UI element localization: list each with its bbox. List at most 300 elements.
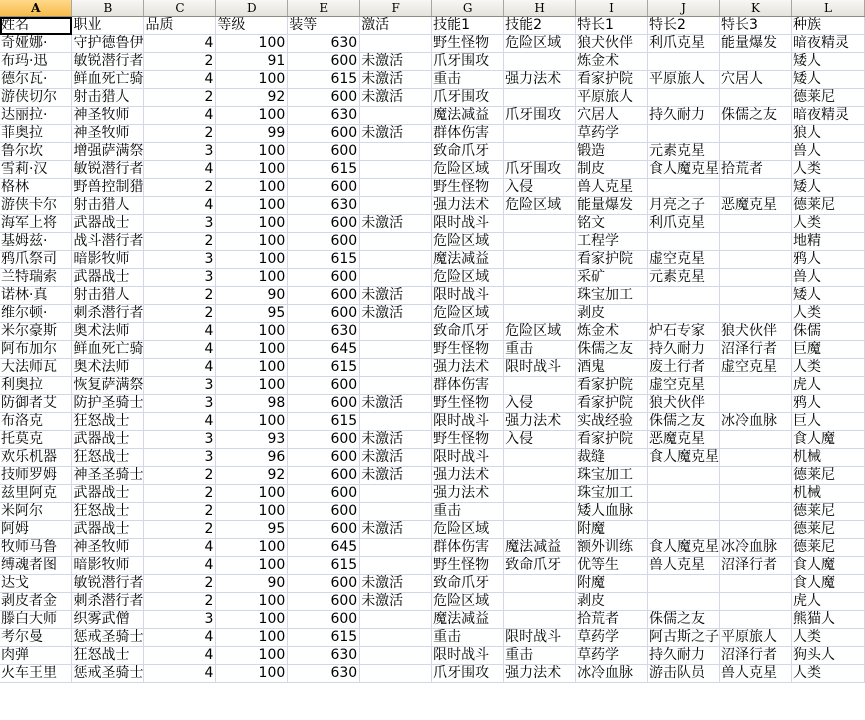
cell[interactable]: 制皮 [576,161,648,179]
cell[interactable]: 平原旅人 [648,71,720,89]
cell[interactable]: 强力法术 [504,71,576,89]
cell[interactable]: 2 [144,89,216,107]
cell[interactable]: 敏锐潜行者 [73,161,144,177]
column-header-e[interactable]: E [288,0,360,17]
cell[interactable]: 狼人 [792,125,865,143]
column-header-k[interactable]: K [720,0,792,17]
cell[interactable]: 野生怪物 [432,395,504,413]
cell[interactable]: 珠宝加工 [576,467,648,485]
cell[interactable]: 兽人 [792,269,865,287]
cell[interactable]: 野生怪物 [432,557,504,575]
column-header-j[interactable]: J [648,0,720,17]
cell[interactable] [360,377,432,395]
cell[interactable]: 100 [216,71,288,89]
cell[interactable]: 恢复萨满祭 [73,377,144,393]
cell[interactable] [360,359,432,377]
cell[interactable]: 100 [216,593,288,611]
cell[interactable]: 地精 [792,233,865,251]
cell[interactable] [720,269,792,287]
cell[interactable] [648,485,720,503]
cell[interactable]: 90 [216,287,288,305]
cell[interactable] [648,125,720,143]
cell[interactable]: 600 [288,305,360,323]
cell[interactable] [360,35,432,53]
cell[interactable]: 格林 [0,179,72,197]
cell[interactable]: 神圣牧师 [72,107,144,125]
cell[interactable]: 600 [288,377,360,395]
cell[interactable] [504,377,576,395]
cell[interactable]: 狂怒战士 [72,647,144,665]
cell[interactable]: 熊猫人 [792,611,865,629]
cell[interactable]: 牧师马鲁 [0,539,72,557]
cell[interactable]: 食人魔 [792,431,865,449]
cell[interactable]: 达戈 [0,575,72,593]
cell[interactable]: 工程学 [576,233,648,251]
cell[interactable]: 激活 [360,17,432,35]
cell[interactable]: 看家护院 [576,395,648,413]
cell[interactable]: 野兽控制猎 [73,179,144,195]
cell[interactable]: 600 [288,215,360,233]
cell[interactable] [504,143,576,161]
cell[interactable]: 致命爪牙 [504,557,576,575]
cell[interactable] [648,593,720,611]
cell[interactable]: 危险区域 [432,593,504,611]
cell[interactable]: 645 [288,341,360,359]
cell[interactable]: 兽人克星 [648,557,720,575]
cell[interactable] [360,197,432,215]
cell[interactable]: 100 [216,269,288,287]
cell[interactable]: 狂怒战士 [72,503,144,521]
cell[interactable]: 德莱尼 [792,521,865,539]
cell[interactable]: 限时战斗 [432,215,504,233]
cell[interactable]: 未激活 [360,431,432,449]
cell[interactable] [720,377,792,395]
cell[interactable]: 优等生 [576,557,648,575]
cell[interactable]: 珠宝加工 [576,287,648,305]
cell[interactable]: 95 [216,521,288,539]
cell[interactable]: 2 [144,125,216,143]
cell[interactable]: 600 [288,179,360,197]
cell[interactable] [360,323,432,341]
cell[interactable]: 入侵 [504,395,576,413]
cell[interactable]: 冰冷血脉 [720,413,792,431]
cell[interactable]: 人类 [792,629,865,647]
column-header-c[interactable]: C [144,0,216,17]
cell[interactable]: 矮人 [792,53,865,71]
cell[interactable]: 100 [216,341,288,359]
cell[interactable]: 草药学 [576,647,648,665]
cell[interactable] [360,161,432,179]
cell[interactable]: 600 [288,485,360,503]
cell[interactable] [360,539,432,557]
cell[interactable]: 爪牙围攻 [432,53,504,71]
cell[interactable]: 强力法术 [504,413,576,431]
cell[interactable]: 草药学 [576,629,648,647]
cell[interactable]: 600 [288,89,360,107]
cell[interactable]: 2 [144,485,216,503]
cell[interactable]: 神圣牧师 [72,125,144,143]
cell[interactable] [720,143,792,161]
cell[interactable]: 食人魔 [792,557,865,575]
cell[interactable]: 虚空克星 [720,359,792,377]
cell[interactable] [720,521,792,539]
cell[interactable]: 装等 [288,17,360,35]
cell[interactable]: 平原旅人 [720,629,792,647]
cell[interactable]: 3 [144,611,216,629]
cell[interactable]: 615 [288,629,360,647]
cell[interactable]: 武器战士 [72,521,144,539]
cell[interactable]: 防护圣骑士 [73,395,144,411]
cell[interactable]: 德莱尼 [792,503,865,521]
cell[interactable]: 暗夜精灵 [792,35,865,53]
cell[interactable]: 100 [216,485,288,503]
cell[interactable]: 600 [288,449,360,467]
cell[interactable]: 爪牙围攻 [504,161,576,179]
cell[interactable]: 强力法术 [432,467,504,485]
cell[interactable]: 兽人克星 [576,179,648,197]
cell[interactable]: 人类 [792,665,865,683]
cell[interactable]: 侏儒 [792,323,865,341]
cell[interactable]: 91 [216,53,288,71]
cell[interactable]: 巨人 [792,413,865,431]
cell[interactable]: 兽人克星 [720,665,792,683]
cell[interactable]: 人类 [792,215,865,233]
cell[interactable]: 未激活 [360,215,432,233]
cell[interactable] [720,125,792,143]
cell[interactable]: 额外训练 [576,539,648,557]
cell[interactable]: 附魔 [576,575,648,593]
cell[interactable]: 惩戒圣骑士 [73,629,144,645]
cell[interactable]: 德莱尼 [792,539,865,557]
column-header-g[interactable]: G [432,0,504,17]
cell[interactable]: 4 [144,539,216,557]
cell[interactable]: 4 [144,647,216,665]
cell[interactable]: 4 [144,197,216,215]
cell[interactable]: 未激活 [360,125,432,143]
cell[interactable]: 兹里阿克 [0,485,72,503]
cell[interactable]: 米阿尔 [0,503,72,521]
cell[interactable]: 重击 [504,341,576,359]
cell[interactable]: 4 [144,35,216,53]
cell[interactable]: 100 [216,215,288,233]
cell[interactable]: 93 [216,431,288,449]
cell[interactable]: 未激活 [360,395,432,413]
cell[interactable] [504,269,576,287]
cell[interactable]: 技能2 [504,17,576,35]
cell[interactable] [720,449,792,467]
cell[interactable]: 魔法减益 [432,107,504,125]
cell[interactable]: 炼金术 [576,53,648,71]
cell[interactable]: 未激活 [360,89,432,107]
cell[interactable] [720,251,792,269]
cell[interactable]: 狂怒战士 [72,449,144,467]
cell[interactable]: 100 [216,503,288,521]
cell[interactable]: 姓名 [0,17,72,35]
cell[interactable]: 95 [216,305,288,323]
cell[interactable]: 武器战士 [72,269,144,287]
cell[interactable]: 2 [144,467,216,485]
cell[interactable]: 阿布加尔 [0,341,72,359]
cell[interactable]: 630 [288,323,360,341]
cell[interactable]: 看家护院 [576,377,648,395]
cell[interactable]: 92 [216,89,288,107]
cell[interactable] [360,143,432,161]
cell[interactable]: 615 [288,71,360,89]
cell[interactable]: 布洛克 [0,413,72,431]
cell[interactable] [720,503,792,521]
cell[interactable]: 100 [216,107,288,125]
cell[interactable]: 狼犬伙伴 [576,35,648,53]
cell[interactable]: 100 [216,161,288,179]
cell[interactable]: 炼金术 [576,323,648,341]
cell[interactable]: 限时战斗 [432,287,504,305]
cell[interactable]: 3 [144,431,216,449]
cell[interactable]: 4 [144,107,216,125]
cell[interactable]: 600 [288,611,360,629]
cell[interactable]: 射击猎人 [72,89,144,107]
cell[interactable]: 缚魂者图 [0,557,72,575]
cell[interactable]: 野生怪物 [432,341,504,359]
cell[interactable]: 游侠卡尔 [0,197,72,215]
cell[interactable]: 看家护院 [576,71,648,89]
cell[interactable]: 致命爪牙 [432,575,504,593]
cell[interactable]: 重击 [432,629,504,647]
cell[interactable]: 达丽拉· [0,107,72,125]
cell[interactable]: 3 [144,377,216,395]
cell[interactable] [504,305,576,323]
cell[interactable]: 神圣牧师 [72,539,144,557]
cell[interactable]: 利奥拉 [0,377,72,395]
cell[interactable]: 侏儒之友 [576,341,648,359]
cell[interactable]: 600 [288,503,360,521]
cell[interactable]: 侏儒之友 [720,107,792,125]
cell[interactable] [648,233,720,251]
cell[interactable]: 狗头人 [792,647,865,665]
cell[interactable] [504,575,576,593]
cell[interactable]: 600 [288,143,360,161]
cell[interactable]: 3 [144,251,216,269]
cell[interactable]: 100 [216,233,288,251]
cell[interactable] [360,485,432,503]
cell[interactable]: 645 [288,539,360,557]
cell[interactable]: 食人魔克星 [649,539,720,555]
cell[interactable] [504,53,576,71]
cell[interactable]: 冰冷血脉 [720,539,792,557]
cell[interactable]: 欢乐机器 [0,449,72,467]
cell[interactable]: 2 [144,305,216,323]
cell[interactable] [720,179,792,197]
cell[interactable]: 利爪克星 [648,35,720,53]
cell[interactable]: 100 [216,143,288,161]
cell[interactable]: 危险区域 [504,35,576,53]
cell[interactable]: 沼泽行者 [720,341,792,359]
cell[interactable]: 食人魔克星 [649,449,720,465]
cell[interactable]: 100 [216,557,288,575]
cell[interactable]: 群体伤害 [432,539,504,557]
cell[interactable] [360,179,432,197]
cell[interactable] [360,269,432,287]
cell[interactable]: 机械 [792,485,865,503]
cell[interactable]: 重击 [504,647,576,665]
cell[interactable]: 穴居人 [720,71,792,89]
cell[interactable]: 危险区域 [504,323,576,341]
cell[interactable]: 100 [216,377,288,395]
cell[interactable]: 2 [144,593,216,611]
cell[interactable]: 射击猎人 [72,287,144,305]
cell[interactable]: 4 [144,413,216,431]
cell[interactable] [648,521,720,539]
cell[interactable]: 92 [216,467,288,485]
cell[interactable]: 冰冷血脉 [576,665,648,683]
cell[interactable]: 600 [288,53,360,71]
cell[interactable]: 100 [216,629,288,647]
cell[interactable]: 狼犬伙伴 [648,395,720,413]
cell[interactable] [648,503,720,521]
cell[interactable]: 虎人 [792,593,865,611]
cell[interactable]: 100 [216,611,288,629]
cell[interactable] [720,575,792,593]
cell[interactable]: 2 [144,521,216,539]
cell[interactable]: 兰特瑞索 [0,269,72,287]
cell[interactable]: 持久耐力 [648,341,720,359]
cell[interactable]: 615 [288,251,360,269]
cell[interactable] [360,413,432,431]
column-header-d[interactable]: D [216,0,288,17]
cell[interactable]: 德莱尼 [792,89,865,107]
cell[interactable]: 鲜血死亡骑 [73,341,144,357]
cell[interactable]: 危险区域 [432,161,504,179]
cell[interactable]: 考尔曼 [0,629,72,647]
cell[interactable]: 96 [216,449,288,467]
cell[interactable]: 强力法术 [432,197,504,215]
cell[interactable] [720,431,792,449]
cell[interactable]: 暗影牧师 [72,557,144,575]
cell[interactable]: 爪牙围攻 [432,665,504,683]
cell[interactable] [720,89,792,107]
cell[interactable]: 元素克星 [648,269,720,287]
cell[interactable]: 2 [144,287,216,305]
cell[interactable]: 2 [144,503,216,521]
cell[interactable]: 剥皮 [576,305,648,323]
cell[interactable]: 野生怪物 [432,431,504,449]
cell[interactable] [360,665,432,683]
cell[interactable]: 致命爪牙 [432,143,504,161]
cell[interactable]: 特长2 [648,17,720,35]
cell[interactable]: 菲奥拉 [0,125,72,143]
cell[interactable]: 矮人 [792,71,865,89]
cell[interactable]: 敏锐潜行者 [73,575,144,591]
cell[interactable] [360,341,432,359]
cell[interactable]: 特长1 [576,17,648,35]
cell[interactable]: 持久耐力 [648,107,720,125]
cell[interactable]: 剥皮者金 [0,593,72,611]
cell[interactable]: 暗影牧师 [72,251,144,269]
cell[interactable]: 附魔 [576,521,648,539]
cell[interactable]: 600 [288,467,360,485]
cell[interactable]: 3 [144,449,216,467]
cell[interactable]: 630 [288,197,360,215]
cell[interactable]: 防御者艾 [0,395,72,413]
cell[interactable] [720,305,792,323]
cell[interactable]: 4 [144,323,216,341]
column-header-i[interactable]: I [576,0,648,17]
cell[interactable] [504,593,576,611]
cell[interactable]: 未激活 [360,71,432,89]
cell[interactable]: 魔法减益 [432,611,504,629]
cell[interactable]: 100 [216,647,288,665]
cell[interactable]: 4 [144,665,216,683]
cell[interactable]: 惩戒圣骑士 [73,665,144,681]
cell[interactable]: 看家护院 [576,251,648,269]
cell[interactable]: 增强萨满祭 [73,143,144,159]
cell[interactable]: 酒鬼 [576,359,648,377]
cell[interactable] [360,557,432,575]
cell[interactable]: 兽人 [792,143,865,161]
cell[interactable]: 3 [144,395,216,413]
cell[interactable]: 游侠切尔 [0,89,72,107]
cell[interactable] [648,305,720,323]
cell[interactable]: 阿姆 [0,521,72,539]
cell[interactable]: 机械 [792,449,865,467]
cell[interactable]: 虎人 [792,377,865,395]
cell[interactable]: 海军上将 [0,215,72,233]
cell[interactable]: 食人魔克星 [649,161,720,177]
cell[interactable]: 4 [144,161,216,179]
cell[interactable]: 基姆兹· [0,233,72,251]
cell[interactable] [360,503,432,521]
cell[interactable]: 大法师瓦 [0,359,72,377]
column-header-l[interactable]: L [792,0,865,17]
cell[interactable]: 致命爪牙 [432,323,504,341]
cell[interactable] [648,467,720,485]
cell[interactable]: 入侵 [504,179,576,197]
cell[interactable]: 入侵 [504,431,576,449]
cell[interactable]: 鸦人 [792,251,865,269]
cell[interactable]: 未激活 [360,449,432,467]
cell[interactable]: 刺杀潜行者 [73,593,144,609]
cell[interactable]: 德尔瓦· [0,71,72,89]
cell[interactable] [720,611,792,629]
cell[interactable]: 100 [216,197,288,215]
cell[interactable]: 铭文 [576,215,648,233]
cell[interactable]: 奥术法师 [72,323,144,341]
cell[interactable]: 危险区域 [432,521,504,539]
cell[interactable]: 600 [288,521,360,539]
cell[interactable]: 虚空克星 [648,251,720,269]
cell[interactable] [504,125,576,143]
cell[interactable]: 人类 [792,161,865,179]
cell[interactable]: 德莱尼 [792,467,865,485]
cell[interactable]: 沼泽行者 [720,557,792,575]
cell[interactable]: 群体伤害 [432,125,504,143]
cell[interactable]: 100 [216,413,288,431]
cell[interactable]: 托莫克 [0,431,72,449]
cell[interactable]: 未激活 [360,53,432,71]
cell[interactable]: 射击猎人 [72,197,144,215]
cell[interactable]: 4 [144,341,216,359]
cell[interactable]: 重击 [432,71,504,89]
cell[interactable]: 矮人 [792,287,865,305]
cell[interactable] [720,233,792,251]
column-header-b[interactable]: B [72,0,144,17]
cell[interactable]: 品质 [144,17,216,35]
column-header-h[interactable]: H [504,0,576,17]
cell[interactable] [720,215,792,233]
cell[interactable]: 守护德鲁伊 [73,35,144,51]
cell[interactable]: 等级 [216,17,288,35]
cell[interactable]: 600 [288,233,360,251]
cell[interactable]: 强力法术 [432,485,504,503]
